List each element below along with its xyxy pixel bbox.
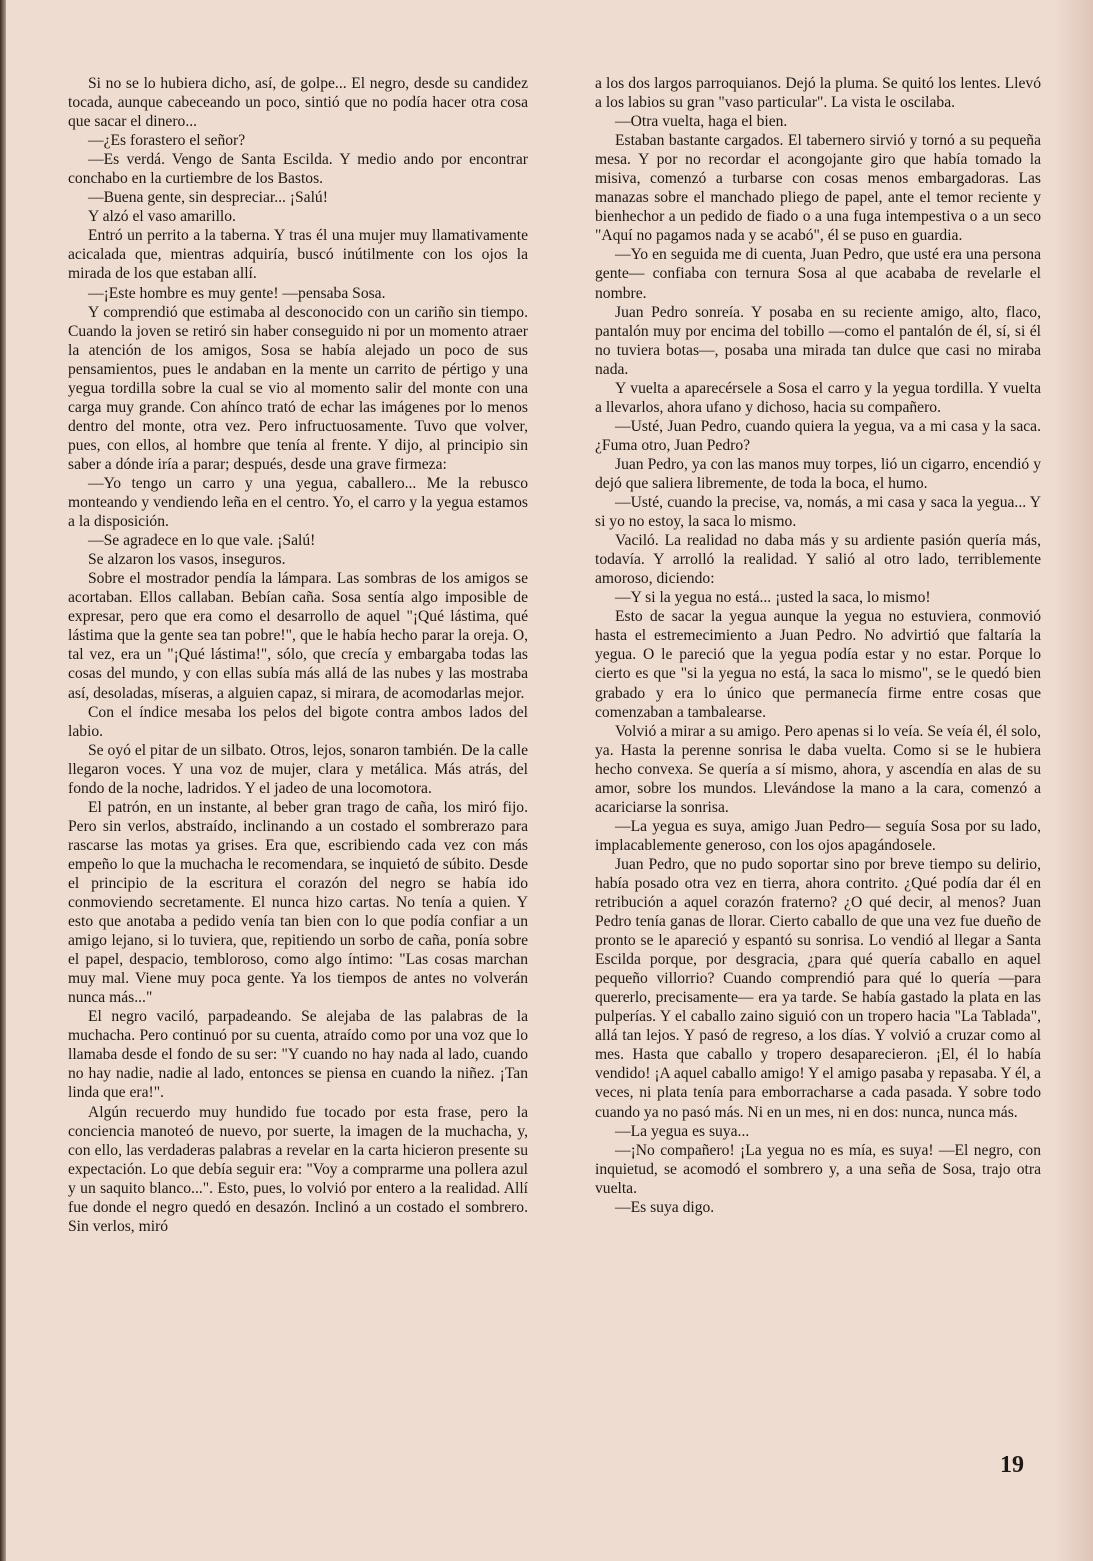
left-text-column xyxy=(68,74,528,1236)
paragraph: El negro vaciló, parpadeando. Se alejaba de las palabras de la muchacha. Pero continuó por su cuenta, atraído como por una voz que lo llamaba desde el fondo de su ser: "Y cuando no hay nada al lado, cuando no hay nadie, nadie al lado, entonces se piensa en cuando la niñez. ¡Tan linda que era!". xyxy=(68,1008,528,1102)
paragraph: Juan Pedro, que no pudo soportar sino por breve tiempo su delirio, había posado otra vez en tierra, ahora contrito. ¿Qué podía dar él en retribución a aquel corazón fraterno? ¿O qué decir, al menos? Juan Pedro tenía ganas de llorar. Cierto caballo de que una vez fue dueño de pronto se le apareció y espantó su sonrisa. Lo vendió al llegar a Santa Escilda porque, por desgracia, ¿para qué quería caballo en aquel pequeño villorrio? Cuando comprendió para qué lo quería —para quererlo, precisamente— era ya tarde. Se había gastado la plata en las pulperías. Y el caballo zaino siguió con un tropero hacia "La Tablada", allá tan lejos. Y pasó de regreso, a los días. Y volvió a cruzar como al mes. Hasta que caballo y tropero desaparecieron. ¡El, él lo había vendido! ¡A aquel caballo amigo! Y el amigo pasaba y repasaba. Y él, a veces, ni plata tenía para emborracharse a cada pasada. Y sobre todo cuando ya no pasó más. Ni en un mes, ni en dos: nunca, nunca más. xyxy=(595,855,1041,1121)
page-right-shadow xyxy=(1053,0,1093,1561)
paragraph: Estaban bastante cargados. El tabernero sirvió y tornó a su pequeña mesa. Y por no recordar el acongojante giro que había tomado la misiva, comenzó a turbarse con cosas menos embargadoras. Las manazas sobre el manchado pliego de papel, ante el temor reciente y bienhechor a un pedido de fiado o a una fuga intempestiva o a un seco "Aquí no pagamos nada y se acabó", él se puso en guardia. xyxy=(595,132,1041,245)
paragraph: —Es verdá. Vengo de Santa Escilda. Y medio ando por encontrar conchabo en la curtiembre de los Bastos. xyxy=(68,151,528,188)
paragraph: Se oyó el pitar de un silbato. Otros, lejos, sonaron también. De la calle llegaron voces. Y una voz de mujer, clara y metálica. Más atrás, del fondo de la noche, ladridos. Y el jadeo de una locomotora. xyxy=(68,741,528,797)
paragraph: —Usté, Juan Pedro, cuando quiera la yegua, va a mi casa y la saca. ¿Fuma otro, Juan Pedro? xyxy=(595,417,1041,454)
paragraph: Esto de sacar la yegua aunque la yegua no estuviera, conmovió hasta el estremecimiento a Juan Pedro. No advirtió que faltaría la yegua. O le pareció que la yegua podía estar y no estar. Porque lo cierto es que "si la yegua no está, la saca lo mismo", se le quedó bien grabado y era lo único que permanecía firme entre cosas que comenzaban a tambalearse. xyxy=(595,608,1041,721)
paragraph: —Otra vuelta, haga el bien. xyxy=(615,113,788,131)
paragraph: Volvió a mirar a su amigo. Pero apenas si lo veía. Se veía él, él solo, ya. Hasta la perenne sonrisa le daba vuelta. Como si se le hubiera hecho convexa. Se quería a sí mismo, ahora, y ascendía en alas de su amor, sobre los mundos. Llevándose la mano a la cara, comenzó a acariciarse la sonrisa. xyxy=(595,722,1041,816)
paragraph: —La yegua es suya, amigo Juan Pedro— seguía Sosa por su lado, implacablemente generoso, con los ojos apagándosele. xyxy=(595,817,1041,854)
paragraph: Sobre el mostrador pendía la lámpara. Las sombras de los amigos se acortaban. Ellos callaban. Bebían caña. Sosa sentía algo imposible de expresar, pero que era como el desarrollo de aquel "¡Qué lástima, qué lástima que la gente sea tan pobre!", que le había hecho parar la oreja. O, tal vez, era un "¡Qué lástima!", sólo, que crecía y embargaba todas las cosas del mundo, y con ellas subía más allá de las nubes y las mostraba así, desoladas, míseras, a alguien capaz, si mirara, de acomodarlas mejor. xyxy=(68,570,528,702)
paragraph: —Se agradece en lo que vale. ¡Salú! xyxy=(88,532,316,550)
paragraph: —Y si la yegua no está... ¡usted la saca, lo mismo! xyxy=(615,589,931,607)
paragraph: Juan Pedro, ya con las manos muy torpes, lió un cigarro, encendió y dejó que saliera libremente, de toda la boca, el humo. xyxy=(595,455,1041,492)
paragraph: —Yo en seguida me di cuenta, Juan Pedro, que usté era una persona gente— confiaba con ternura Sosa al que acababa de revelarle el nombre. xyxy=(595,246,1041,302)
paragraph: Vaciló. La realidad no daba más y su ardiente pasión quería más, todavía. Y arrolló la realidad. Y salió al otro lado, terriblemente amoroso, diciendo: xyxy=(595,532,1041,588)
paragraph: Y comprendió que estimaba al desconocido con un cariño sin tiempo. Cuando la joven se retiró sin haber conseguido ni por un momento atraer la atención de los amigos, Sosa se había alejado un poco de sus pensamientos, pues le andaban en la mente un carrito de pértigo y una yegua tordilla sobre la cual se vio al momento salir del monte con una carga muy grande. Con ahínco trató de echar las imágenes por lo menos dentro del monte, otra vez. Pero infructuosamente. Tuvo que volver, pues, con ellos, al hombre que tenía al frente. Y dijo, al principio sin saber a dónde iría a parar; después, desde una grave firmeza: xyxy=(68,303,528,473)
paragraph: —¿Es forastero el señor? xyxy=(88,132,246,150)
paragraph: —La yegua es suya... xyxy=(615,1122,750,1140)
page-number: 19 xyxy=(1000,1452,1024,1478)
paragraph: —Es suya digo. xyxy=(615,1198,715,1216)
paragraph: Algún recuerdo muy hundido fue tocado por esta frase, pero la conciencia manoteó de nuevo, por suerte, la imagen de la muchacha, y, con ello, las verdaderas palabras a revelar en la carta hicieron presente su expectación. Lo que debía seguir era: "Voy a comprarme una pollera azul y un saquito blanco...". Esto, pues, lo volvió por entero a la realidad. Allí fue donde el negro quedó en desazón. Inclinó a un costado el sombrero. Sin verlos, miró xyxy=(68,1103,528,1235)
paragraph: Y alzó el vaso amarillo. xyxy=(88,208,236,226)
paragraph: —¡Este hombre es muy gente! —pensaba Sosa. xyxy=(88,284,386,302)
right-text-column xyxy=(595,74,1041,1217)
paragraph: —¡No compañero! ¡La yegua no es mía, es suya! —El negro, con inquietud, se acomodó el sombrero y, a una seña de Sosa, trajo otra vuelta. xyxy=(595,1141,1041,1197)
page-binding-edge xyxy=(0,0,6,1561)
paragraph: Y vuelta a aparecérsele a Sosa el carro y la yegua tordilla. Y vuelta a llevarlos, ahora ufano y dichoso, hacia su compañero. xyxy=(595,379,1041,416)
paragraph: —Yo tengo un carro y una yegua, caballero... Me la rebusco monteando y vendiendo leña en el centro. Yo, el carro y la yegua estamos a la disposición. xyxy=(68,474,528,531)
paragraph: Entró un perrito a la taberna. Y tras él una mujer muy llamativamente acicalada que, mientras adquiría, buscó inútilmente con los ojos la mirada de los que estaban allí. xyxy=(68,227,528,283)
paragraph: a los dos largos parroquianos. Dejó la pluma. Se quitó los lentes. Llevó a los labios su gran "vaso particular". La vista le oscilaba. xyxy=(595,75,1041,112)
paragraph: —Usté, cuando la precise, va, nomás, a mi casa y saca la yegua... Y si yo no estoy, la saca lo mismo. xyxy=(595,494,1041,531)
paragraph: Juan Pedro sonreía. Y posaba en su reciente amigo, alto, flaco, pantalón muy por encima del tobillo —como el pantalón de él, sí, si él no tuviera botas—, posaba una mirada tan dulce que casi no miraba nada. xyxy=(595,303,1041,378)
paragraph: El patrón, en un instante, al beber gran trago de caña, los miró fijo. Pero sin verlos, abstraído, inclinando a un costado el sombrerazo para rascarse las motas ya grises. Era que, escribiendo cada vez con más empeño lo que la muchacha le recomendara, se inquietó de súbito. Desde el principio de la escritura el corazón del negro se había ido conmoviendo secretamente. El nunca hizo cartas. No tenía a quien. Y esto que anotaba a pedido venía tan bien con lo que podía confiar a un amigo lejano, si lo tuviera, que, repitiendo un sorbo de caña, ponía sobre el papel, despacio, tembloroso, como algo íntimo: "Las cosas marchan muy mal. Viene muy poca gente. Ya los tiempos de antes no volverán nunca más..." xyxy=(68,798,528,1007)
paragraph: Si no se lo hubiera dicho, así, de golpe... El negro, desde su candidez tocada, aunque cabeceando un poco, sintió que no podía hacer otra cosa que sacar el dinero... xyxy=(68,75,528,131)
paragraph: Se alzaron los vasos, inseguros. xyxy=(88,551,286,569)
paragraph: Con el índice mesaba los pelos del bigote contra ambos lados del labio. xyxy=(68,703,528,740)
paragraph: —Buena gente, sin despreciar... ¡Salú! xyxy=(88,189,328,207)
